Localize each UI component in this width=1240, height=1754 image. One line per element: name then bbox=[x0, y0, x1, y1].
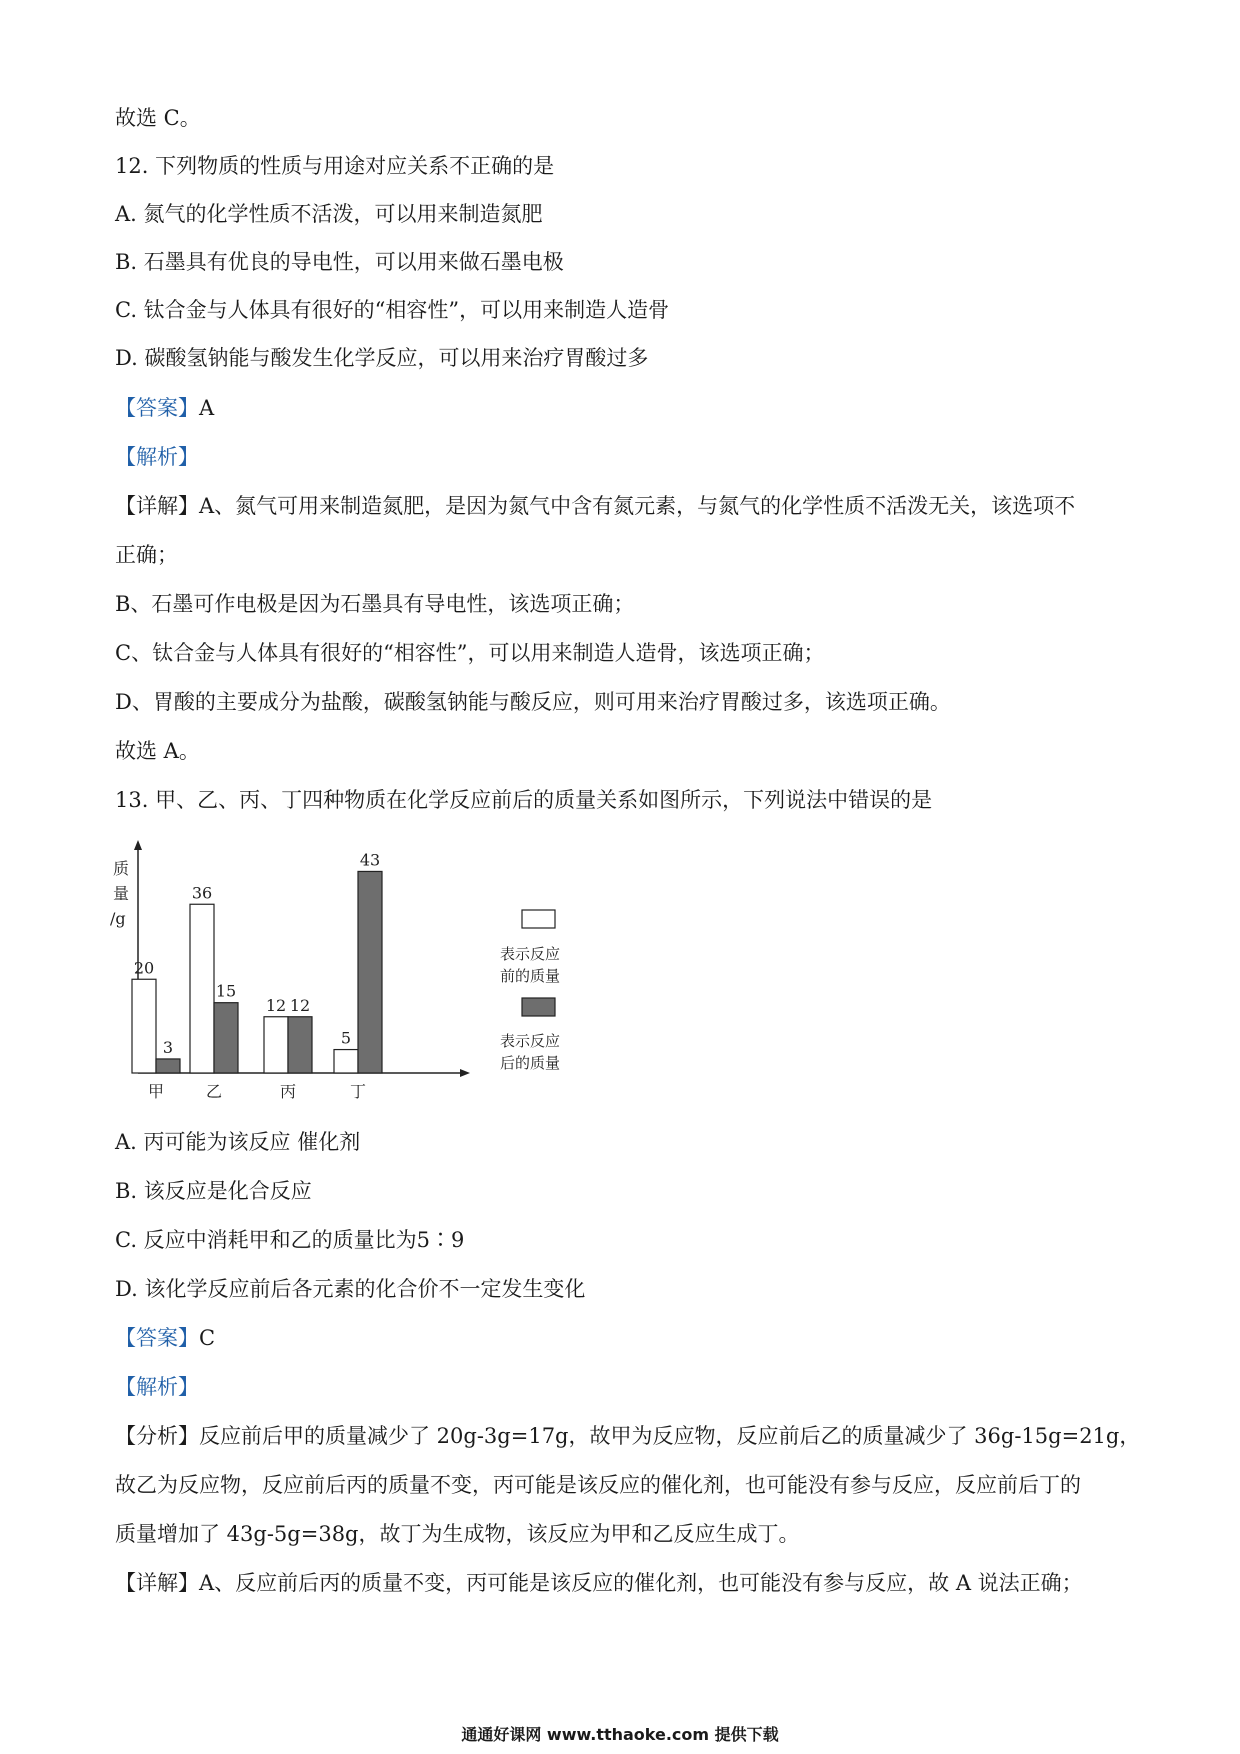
detail-12-line-2: 正确； bbox=[115, 543, 178, 567]
legend-swatch-before bbox=[522, 910, 555, 928]
detail-12-line-4: C、钛合金与人体具有很好的“相容性”，可以用来制造人造骨，该选项正确； bbox=[115, 641, 825, 665]
option-13-a: A. 丙可能为该反应 催化剂 bbox=[115, 1130, 361, 1154]
answer-12 bbox=[115, 394, 214, 422]
option-12-d: D. 碳酸氢钠能与酸发生化学反应，可以用来治疗胃酸过多 bbox=[115, 346, 649, 370]
detail-12-line-1: 【详解】A、氮气可用来制造氮肥，是因为氮气中含有氮元素，与氮气的化学性质不活泼无关，该选项不 bbox=[115, 494, 1076, 518]
option-12-a: A. 氮气的化学性质不活泼，可以用来制造氮肥 bbox=[115, 202, 543, 226]
question-13: 13. 甲、乙、丙、丁四种物质在化学反应前后的质量关系如图所示，下列说法中错误的是 bbox=[115, 788, 933, 812]
bars-group bbox=[132, 850, 382, 1101]
answer-tag: 【答案】 bbox=[115, 1326, 199, 1350]
category-label-1: 甲 bbox=[147, 1082, 165, 1101]
analysis-13-line-3: 质量增加了 43g-5g=38g，故丁为生成物，该反应为甲和乙反应生成丁。 bbox=[115, 1522, 800, 1546]
page-footer: 通通好课网 www.tthaoke.com 提供下载 bbox=[461, 1725, 779, 1744]
analysis-tag-13: 【解析】 bbox=[115, 1375, 199, 1399]
detail-12-line-5: D、胃酸的主要成分为盐酸，碳酸氢钠能与酸反应，则可用来治疗胃酸过多，该选项正确。 bbox=[115, 690, 951, 714]
bar-after-2 bbox=[214, 1003, 238, 1073]
category-label-4: 丁 bbox=[349, 1082, 367, 1101]
y-label-char-3: /g bbox=[110, 909, 126, 928]
analysis-tag-12: 【解析】 bbox=[115, 445, 199, 469]
data-label-before-2: 36 bbox=[191, 883, 213, 903]
data-label-before-3: 12 bbox=[265, 995, 287, 1015]
answer-value: C bbox=[199, 1326, 216, 1350]
data-label-after-4: 43 bbox=[359, 850, 381, 870]
bar-before-3 bbox=[264, 1017, 288, 1073]
analysis-13-line-2: 故乙为反应物，反应前后丙的质量不变，丙可能是该反应的催化剂，也可能没有参与反应，反应前后丁的 bbox=[115, 1473, 1081, 1497]
category-label-2: 乙 bbox=[205, 1082, 223, 1101]
category-label-3: 丙 bbox=[279, 1082, 297, 1101]
data-label-after-1: 3 bbox=[162, 1037, 174, 1057]
answer-13 bbox=[115, 1324, 215, 1352]
mass-bar-chart bbox=[110, 838, 600, 1108]
line-gu-xuan-c: 故选 C。 bbox=[115, 106, 201, 130]
bar-after-3 bbox=[288, 1017, 312, 1073]
legend-before-line-1: 表示反应 bbox=[500, 945, 561, 963]
answer-value: A bbox=[199, 396, 215, 420]
bar-after-4 bbox=[358, 871, 382, 1073]
y-axis-arrow bbox=[134, 840, 142, 850]
option-12-c: C. 钛合金与人体具有很好的“相容性”，可以用来制造人造骨 bbox=[115, 298, 670, 322]
data-label-after-3: 12 bbox=[289, 995, 311, 1015]
bar-before-2 bbox=[190, 904, 214, 1073]
option-13-b: B. 该反应是化合反应 bbox=[115, 1179, 312, 1203]
option-12-b: B. 石墨具有优良的导电性，可以用来做石墨电极 bbox=[115, 250, 564, 274]
x-axis-arrow bbox=[460, 1069, 470, 1077]
answer-tag: 【答案】 bbox=[115, 396, 199, 420]
data-label-before-1: 20 bbox=[133, 958, 155, 978]
bar-after-1 bbox=[156, 1059, 180, 1073]
data-label-after-2: 15 bbox=[215, 981, 237, 1001]
option-13-c: C. 反应中消耗甲和乙的质量比为5∶9 bbox=[115, 1228, 465, 1252]
legend-before-line-2: 前的质量 bbox=[500, 967, 561, 985]
bar-before-4 bbox=[334, 1050, 358, 1073]
legend-after-line-1: 表示反应 bbox=[500, 1032, 561, 1050]
y-label-char-1: 质 bbox=[113, 859, 130, 878]
bar-before-1 bbox=[132, 979, 156, 1073]
legend-after-line-2: 后的质量 bbox=[500, 1054, 561, 1072]
question-12: 12. 下列物质的性质与用途对应关系不正确的是 bbox=[115, 154, 555, 178]
y-label-char-2: 量 bbox=[113, 884, 130, 903]
analysis-13-line-1: 【分析】反应前后甲的质量减少了 20g-3g=17g，故甲为反应物，反应前后乙的质量减少了 36g-15g=21g， bbox=[115, 1424, 1141, 1448]
legend-swatch-after bbox=[522, 998, 555, 1016]
detail-13-line-1: 【详解】A、反应前后丙的质量不变，丙可能是该反应的催化剂，也可能没有参与反应，故 A 说法正确； bbox=[115, 1571, 1083, 1595]
option-13-d: D. 该化学反应前后各元素的化合价不一定发生变化 bbox=[115, 1277, 586, 1301]
detail-12-line-3: B、石墨可作电极是因为石墨具有导电性，该选项正确； bbox=[115, 592, 635, 616]
data-label-before-4: 5 bbox=[340, 1028, 352, 1048]
detail-12-line-6: 故选 A。 bbox=[115, 739, 200, 763]
